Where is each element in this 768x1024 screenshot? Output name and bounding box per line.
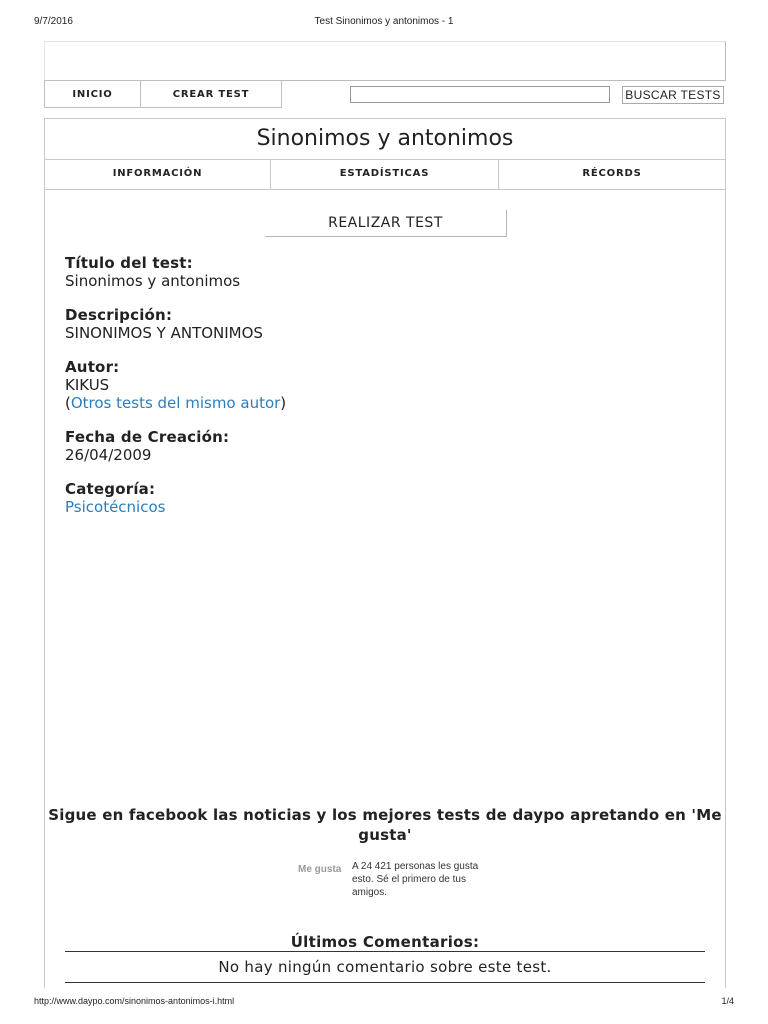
- take-test-button[interactable]: REALIZAR TEST: [265, 210, 507, 237]
- search-input[interactable]: [350, 86, 610, 103]
- nav-create-test-button[interactable]: CREAR TEST: [140, 80, 282, 108]
- comments-empty-message: No hay ningún comentario sobre este test.: [65, 957, 705, 983]
- info-author-label: Autor:: [65, 358, 120, 376]
- tab-records[interactable]: RÉCORDS: [582, 168, 642, 179]
- info-description: [65, 306, 685, 342]
- test-info: [65, 254, 685, 532]
- author-other-tests-link[interactable]: Otros tests del mismo autor: [70, 394, 281, 412]
- print-url: http://www.daypo.com/sinonimos-antonimos-i.html: [34, 996, 235, 1006]
- info-description-label: Descripción:: [65, 306, 173, 324]
- top-navbar: [44, 80, 726, 110]
- tab-statistics[interactable]: ESTADÍSTICAS: [271, 159, 499, 189]
- info-author-value: KIKUS: [65, 376, 110, 394]
- nav-home-button[interactable]: INICIO: [44, 80, 140, 108]
- print-footer: [34, 996, 734, 1010]
- info-title: [65, 254, 685, 290]
- info-category: [65, 480, 685, 516]
- tab-information[interactable]: INFORMACIÓN: [45, 159, 271, 189]
- test-tabs: [45, 159, 725, 190]
- info-description-value: SINONIMOS Y ANTONIMOS: [65, 324, 263, 342]
- facebook-like-count: A 24 421 personas les gusta esto. Sé el primero de tus amigos.: [352, 861, 479, 898]
- paren-close: ): [280, 394, 287, 412]
- facebook-like-button[interactable]: Me gusta: [298, 864, 342, 875]
- info-date-label: Fecha de Creación:: [65, 428, 230, 446]
- category-link[interactable]: Psicotécnicos: [65, 498, 166, 516]
- print-title: Test Sinonimos y antonimos - 1: [314, 16, 454, 27]
- info-title-label: Título del test:: [65, 254, 193, 272]
- author-other-tests: [65, 394, 685, 412]
- info-date-value: 26/04/2009: [65, 446, 152, 464]
- print-page-number: 1/4: [721, 996, 734, 1006]
- info-category-label: Categoría:: [65, 480, 156, 498]
- test-panel: [44, 118, 726, 988]
- print-date: 9/7/2016: [34, 16, 73, 27]
- info-date: [65, 428, 685, 464]
- search-tests-button[interactable]: BUSCAR TESTS: [622, 86, 724, 104]
- page-title: Sinonimos y antonimos: [45, 119, 725, 160]
- facebook-prompt: Sigue en facebook las noticias y los mejores tests de daypo apretando en 'Me gusta': [48, 806, 722, 844]
- comments-title: Últimos Comentarios:: [65, 933, 705, 952]
- info-author: [65, 358, 685, 412]
- print-header: [34, 16, 734, 30]
- paren-open: (: [65, 394, 71, 412]
- top-banner: [44, 41, 726, 81]
- info-title-value: Sinonimos y antonimos: [65, 272, 241, 290]
